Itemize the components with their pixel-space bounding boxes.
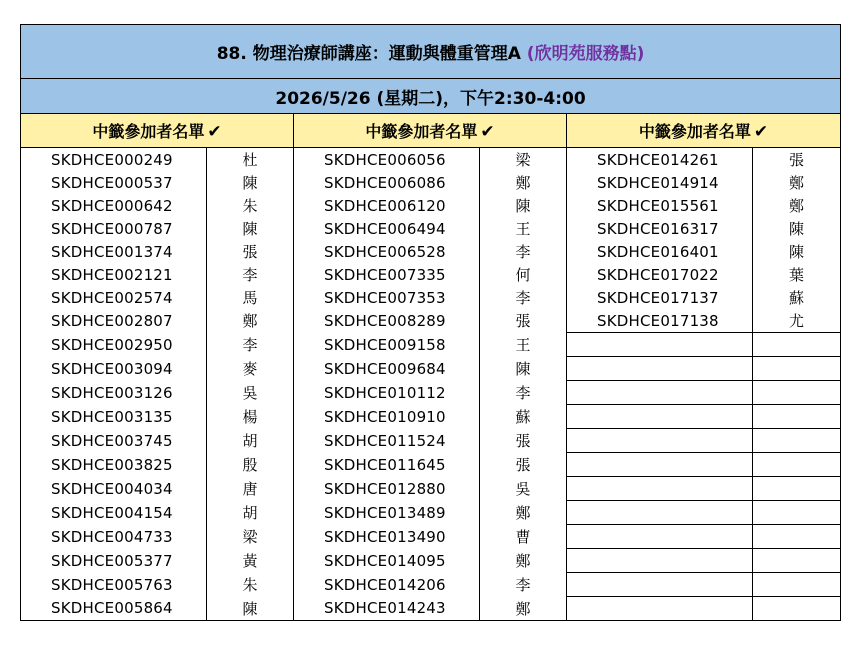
participant-surname: 蘇	[480, 405, 567, 429]
session-row	[21, 79, 841, 114]
participant-surname: 殷	[207, 453, 294, 477]
table-row	[21, 549, 841, 573]
participant-code: SKDHCE012880	[294, 477, 480, 501]
table-row	[21, 194, 841, 217]
participant-code: SKDHCE010910	[294, 405, 480, 429]
table-row	[21, 453, 841, 477]
participant-code: SKDHCE015561	[567, 194, 753, 217]
participant-surname: 麥	[207, 357, 294, 381]
participant-code	[567, 453, 753, 477]
participant-surname: 曹	[480, 525, 567, 549]
table-row	[21, 573, 841, 597]
participant-surname: 吳	[207, 381, 294, 405]
participant-surname	[753, 597, 841, 621]
participant-surname: 蘇	[753, 286, 841, 309]
participant-code: SKDHCE014914	[567, 171, 753, 194]
participant-surname: 鄭	[480, 597, 567, 621]
table-row	[21, 171, 841, 194]
participant-code: SKDHCE013490	[294, 525, 480, 549]
table-row	[21, 240, 841, 263]
participant-code: SKDHCE009684	[294, 357, 480, 381]
checkmark-icon: ✔	[480, 122, 495, 142]
column-header-label: 中籤參加者名單	[365, 122, 478, 141]
participant-code: SKDHCE002574	[21, 286, 207, 309]
participant-surname: 葉	[753, 263, 841, 286]
column-header-3	[567, 114, 841, 148]
participant-surname: 胡	[207, 501, 294, 525]
participant-code	[567, 429, 753, 453]
participant-surname: 王	[480, 217, 567, 240]
participant-surname: 李	[480, 286, 567, 309]
session-cell: 2026/5/26 (星期二)，下午2:30-4:00	[21, 79, 841, 114]
participant-surname	[753, 381, 841, 405]
lottery-result-sheet	[20, 24, 840, 621]
header-row	[21, 114, 841, 148]
participant-code: SKDHCE003825	[21, 453, 207, 477]
participant-code: SKDHCE005763	[21, 573, 207, 597]
participant-code: SKDHCE007335	[294, 263, 480, 286]
table-row	[21, 357, 841, 381]
participant-surname: 李	[480, 573, 567, 597]
participant-code: SKDHCE017022	[567, 263, 753, 286]
participant-surname	[753, 573, 841, 597]
participant-surname: 何	[480, 263, 567, 286]
table-row	[21, 286, 841, 309]
participant-code: SKDHCE002950	[21, 333, 207, 357]
participant-code: SKDHCE007353	[294, 286, 480, 309]
table-row	[21, 148, 841, 172]
participant-surname: 陳	[207, 217, 294, 240]
location-label: (欣明苑服務點)	[526, 44, 645, 64]
participant-surname	[753, 429, 841, 453]
participant-code: SKDHCE000537	[21, 171, 207, 194]
participant-surname	[753, 405, 841, 429]
participant-surname	[753, 525, 841, 549]
column-header-1	[21, 114, 294, 148]
participant-code	[567, 477, 753, 501]
participant-code	[567, 357, 753, 381]
participant-code: SKDHCE006528	[294, 240, 480, 263]
participant-surname: 陳	[480, 194, 567, 217]
participant-code: SKDHCE003135	[21, 405, 207, 429]
participant-code: SKDHCE011645	[294, 453, 480, 477]
participant-surname: 鄭	[753, 171, 841, 194]
participant-surname: 陳	[753, 240, 841, 263]
participant-surname: 鄭	[480, 171, 567, 194]
participant-code	[567, 501, 753, 525]
title-cell	[21, 25, 841, 79]
participant-code	[567, 405, 753, 429]
participant-code: SKDHCE000787	[21, 217, 207, 240]
participant-code: SKDHCE006120	[294, 194, 480, 217]
participant-code: SKDHCE003126	[21, 381, 207, 405]
participant-surname: 胡	[207, 429, 294, 453]
participant-code	[567, 549, 753, 573]
participant-code: SKDHCE014206	[294, 573, 480, 597]
participant-surname: 李	[207, 333, 294, 357]
participant-surname: 尤	[753, 309, 841, 333]
participant-code: SKDHCE016317	[567, 217, 753, 240]
participant-surname: 陳	[753, 217, 841, 240]
participant-code	[567, 333, 753, 357]
participant-code: SKDHCE014261	[567, 148, 753, 172]
participant-code: SKDHCE005864	[21, 597, 207, 621]
table-row	[21, 477, 841, 501]
participant-code: SKDHCE011524	[294, 429, 480, 453]
participant-surname: 鄭	[480, 501, 567, 525]
participant-surname: 陳	[207, 171, 294, 194]
participant-code: SKDHCE006086	[294, 171, 480, 194]
participant-surname: 朱	[207, 573, 294, 597]
participant-code: SKDHCE003745	[21, 429, 207, 453]
participant-surname: 唐	[207, 477, 294, 501]
participant-surname	[753, 549, 841, 573]
participant-surname: 張	[480, 453, 567, 477]
column-header-2	[294, 114, 567, 148]
participant-code: SKDHCE005377	[21, 549, 207, 573]
participant-code: SKDHCE003094	[21, 357, 207, 381]
participant-surname: 張	[480, 429, 567, 453]
participant-surname: 黃	[207, 549, 294, 573]
participant-code	[567, 525, 753, 549]
table-row	[21, 263, 841, 286]
table-row	[21, 597, 841, 621]
participant-code: SKDHCE004154	[21, 501, 207, 525]
participant-surname: 張	[207, 240, 294, 263]
checkmark-icon: ✔	[753, 122, 769, 142]
participant-surname: 杜	[207, 148, 294, 172]
participant-surname: 李	[480, 240, 567, 263]
participant-surname: 陳	[207, 597, 294, 621]
participant-code: SKDHCE002121	[21, 263, 207, 286]
participant-surname: 鄭	[480, 549, 567, 573]
participant-code: SKDHCE000249	[21, 148, 207, 172]
results-table	[20, 24, 841, 621]
participant-surname: 梁	[207, 525, 294, 549]
table-row	[21, 429, 841, 453]
participant-surname: 張	[480, 309, 567, 333]
participant-surname: 楊	[207, 405, 294, 429]
participant-code: SKDHCE016401	[567, 240, 753, 263]
table-row	[21, 405, 841, 429]
participant-code: SKDHCE001374	[21, 240, 207, 263]
participant-code: SKDHCE006494	[294, 217, 480, 240]
participant-surname: 梁	[480, 148, 567, 172]
participant-surname	[753, 333, 841, 357]
participant-code: SKDHCE017138	[567, 309, 753, 333]
column-header-label: 中籤參加者名單	[638, 122, 751, 141]
participant-code: SKDHCE014095	[294, 549, 480, 573]
participant-code: SKDHCE004733	[21, 525, 207, 549]
participant-surname	[753, 501, 841, 525]
participant-surname: 馬	[207, 286, 294, 309]
table-row	[21, 217, 841, 240]
participant-code: SKDHCE014243	[294, 597, 480, 621]
participant-code: SKDHCE006056	[294, 148, 480, 172]
participant-surname: 吳	[480, 477, 567, 501]
participant-code	[567, 381, 753, 405]
participant-surname	[753, 477, 841, 501]
participant-surname: 李	[207, 263, 294, 286]
participant-code	[567, 573, 753, 597]
participant-surname: 鄭	[207, 309, 294, 333]
participant-surname: 鄭	[753, 194, 841, 217]
participant-surname	[753, 453, 841, 477]
table-row	[21, 333, 841, 357]
participant-surname: 陳	[480, 357, 567, 381]
participant-code: SKDHCE004034	[21, 477, 207, 501]
participant-code: SKDHCE017137	[567, 286, 753, 309]
participant-surname: 李	[480, 381, 567, 405]
participant-code: SKDHCE013489	[294, 501, 480, 525]
table-row	[21, 381, 841, 405]
participant-code	[567, 597, 753, 621]
checkmark-icon: ✔	[207, 122, 222, 142]
participant-code: SKDHCE010112	[294, 381, 480, 405]
participant-code: SKDHCE009158	[294, 333, 480, 357]
participant-code: SKDHCE000642	[21, 194, 207, 217]
column-header-label: 中籤參加者名單	[92, 122, 205, 141]
title-row	[21, 25, 841, 79]
participant-surname: 王	[480, 333, 567, 357]
participant-code: SKDHCE002807	[21, 309, 207, 333]
table-row	[21, 525, 841, 549]
table-row	[21, 501, 841, 525]
event-title: 88. 物理治療師講座：運動與體重管理A	[216, 44, 527, 64]
participant-code: SKDHCE008289	[294, 309, 480, 333]
participant-surname	[753, 357, 841, 381]
participant-surname: 張	[753, 148, 841, 172]
table-row	[21, 309, 841, 333]
participant-surname: 朱	[207, 194, 294, 217]
